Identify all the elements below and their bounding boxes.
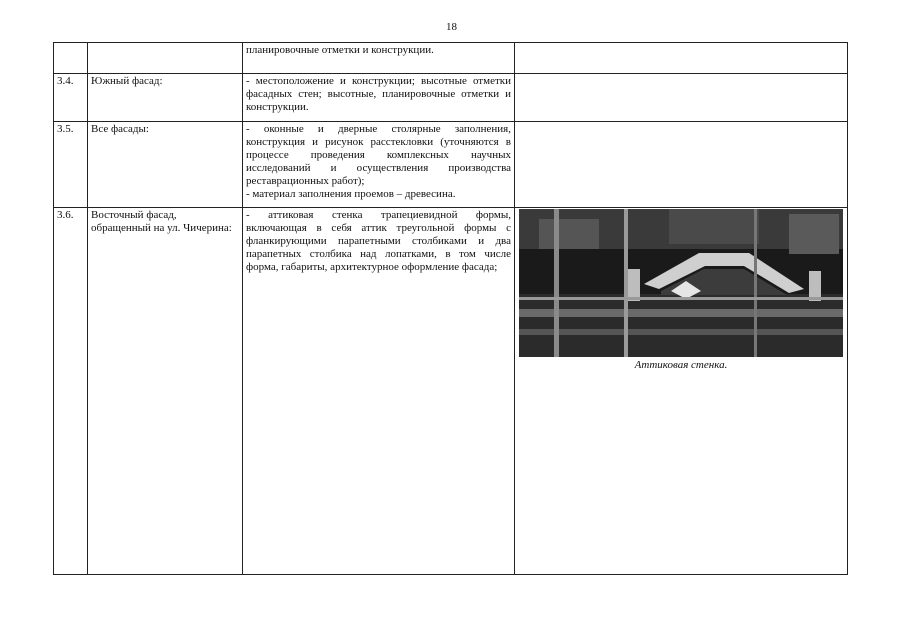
element-content: - аттиковая стенка трапециевидной формы, включающая в себя аттик треугольной формы с фланкирующими парапетными столбиками и два парапетных столбика над лопатками, в том числе форма, габариты, архитектурное оформление фасада; — [243, 208, 515, 575]
page-number: 18 — [446, 21, 457, 33]
row-number: 3.5. — [54, 122, 88, 208]
element-name: Южный фасад: — [88, 74, 243, 122]
row-number: 3.6. — [54, 208, 88, 575]
row-number: 3.4. — [54, 74, 88, 122]
table-row — [54, 74, 848, 122]
row-number — [54, 43, 88, 74]
table-row — [54, 43, 848, 74]
element-note — [515, 74, 848, 122]
protection-subject-table — [53, 42, 848, 575]
element-content: планировочные отметки и конструкции. — [243, 43, 515, 74]
photo-caption: Аттиковая стенка. — [634, 359, 728, 371]
element-note — [515, 122, 848, 208]
attic-wall-photo — [519, 209, 843, 357]
element-note — [515, 43, 848, 74]
element-name: Все фасады: — [88, 122, 243, 208]
table-row — [54, 122, 848, 208]
element-content: - местоположение и конструкции; высотные отметки фасадных стен; высотные, планировочные отметки и конструкции. — [243, 74, 515, 122]
photo-cell — [515, 208, 848, 575]
table-row — [54, 208, 848, 575]
element-name — [88, 43, 243, 74]
element-name: Восточный фасад, обращенный на ул. Чичерина: — [88, 208, 243, 575]
element-content: - оконные и дверные столярные заполнения, конструкция и рисунок расстекловки (уточняются в процессе проведения комплексных научных исследований и осуществления производства реставрационных работ); - материал заполнения проемов – древесина. — [243, 122, 515, 208]
